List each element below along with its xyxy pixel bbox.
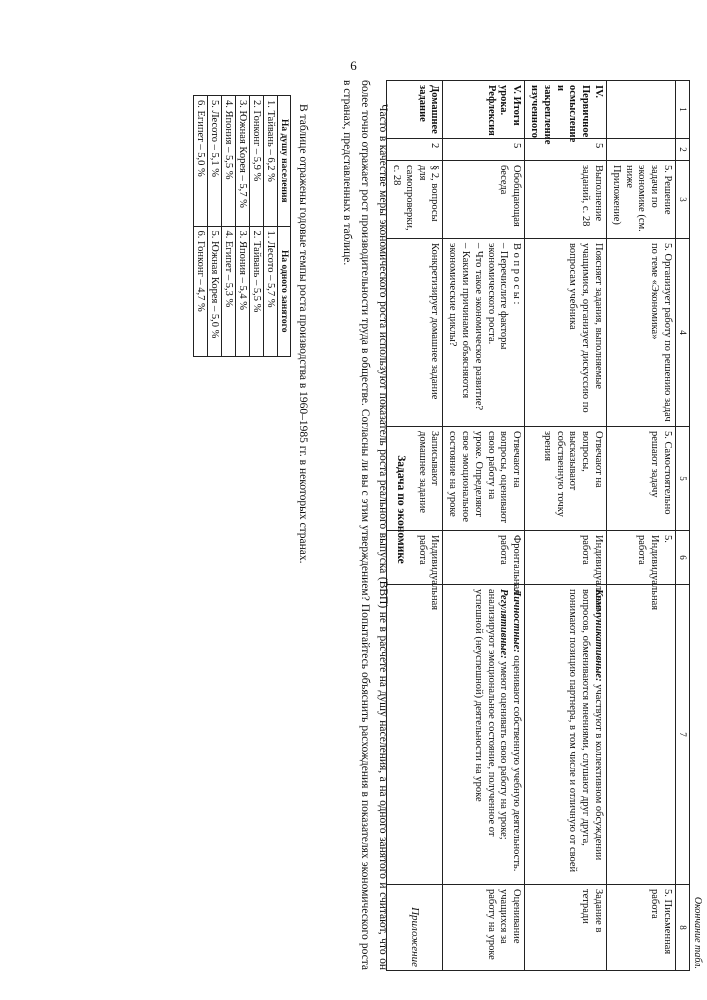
- teacher-activity-cell: 5. Организует работу по решению задач по теме «Экономика»: [607, 239, 676, 427]
- table-row: [525, 81, 607, 971]
- control-cell: Задание в тетради: [525, 885, 607, 971]
- work-form-cell: Фронтальная работа: [443, 531, 525, 585]
- stage-cell: Домашнее задание: [387, 81, 443, 139]
- question: – Перечислите факторы экономического роста.: [485, 243, 510, 350]
- table-row: [250, 96, 264, 357]
- table-cell: 2. Тайвань – 5,5 %: [250, 226, 264, 357]
- content-cell: Выполнение заданий, с. 28: [525, 161, 607, 239]
- question: – Что такое экономическое развитие?: [472, 243, 484, 411]
- skill-label: Коммуникативные:: [593, 589, 605, 682]
- column-number: 1: [676, 81, 690, 139]
- table-cell: 1. Лесото – 5,7 %: [264, 226, 278, 357]
- table-cell: 3. Япония – 5,4 %: [236, 226, 250, 357]
- column-number: 7: [676, 585, 690, 885]
- stage-cell: [607, 81, 676, 139]
- content-cell: 5. Решение задачи по экономике (см. ниже Приложение): [607, 161, 676, 239]
- control-cell: Оценивание учащихся за работу на уроке: [443, 885, 525, 971]
- table-cell: 1. Тайвань – 6,2 %: [264, 96, 278, 227]
- time-cell: 2: [387, 139, 443, 161]
- skill-text: оценивают собственную учебную деятельность.: [511, 652, 523, 872]
- work-form-cell: 5. Индивидуальная работа: [607, 531, 676, 585]
- time-cell: [607, 139, 676, 161]
- table-header-row: [278, 96, 291, 357]
- task-text: [338, 80, 391, 970]
- stage-cell: V. Итоги урока. Рефлексия: [443, 81, 525, 139]
- task-paragraph: Часто в качестве меры экономического роста используют показатель роста реального выпуска (ВВП) не в расчете на душу населения, а на одного занятого и считают, что он более точно отражает рост производительности труда в обществе. Согласны ли вы с этим утверждением? Попытайтесь объяснить расхождения в показателях экономического роста в странах, представленных в таблице.: [341, 80, 389, 970]
- student-activity-cell: Отвечают на вопросы, высказывают собственную точку зрения: [525, 427, 607, 531]
- skills-cell: [607, 585, 676, 885]
- table-cell: 6. Египет – 5,0 %: [194, 96, 208, 227]
- table-continuation-note: Окончание табл.: [692, 896, 703, 969]
- skill-label: Регулятивные:: [498, 589, 510, 659]
- teacher-activity-cell: Конкретизирует домашнее задание: [387, 239, 443, 427]
- column-header: На одного занятого: [278, 226, 291, 357]
- table-cell: 4. Египет – 5,3 %: [222, 226, 236, 357]
- table-row: [443, 81, 525, 971]
- content-cell: Обобщающая беседа: [443, 161, 525, 239]
- column-number: 4: [676, 239, 690, 427]
- growth-rates-table: [193, 95, 291, 357]
- questions-heading: В о п р о с ы :: [511, 243, 523, 305]
- column-number: 6: [676, 531, 690, 585]
- skill-text: участвуют в коллективном обсуждении вопросов, обмениваются мнениями, слушают друг друга, понимают позицию партнера, в том числе и отличную от своей: [567, 589, 605, 873]
- skills-cell: [443, 585, 525, 885]
- column-number: 2: [676, 139, 690, 161]
- teacher-activity-cell: Поясняет задания, выполняемые учащимися, организует дискуссию по вопросам учебника: [525, 239, 607, 427]
- table-row: [236, 96, 250, 357]
- student-activity-cell: Отвечают на вопросы, оценивают свою работу на уроке. Определяют свое эмоциональное состояние на уроке: [443, 427, 525, 531]
- skill-text: умеют оценивать свою работу на уроке; анализируют эмоциональное состояние, полученное от успешной (неуспешной) деятельности на уроке: [472, 589, 510, 840]
- table-row: [194, 96, 208, 357]
- column-number-row: [676, 81, 690, 971]
- control-cell: 5. Письменная работа: [607, 885, 676, 971]
- table-cell: 3. Южная Корея – 5,7 %: [236, 96, 250, 227]
- appendix-label: Приложение: [409, 907, 421, 967]
- table-caption: В таблице отражены годовые темпы роста производства в 1960–1985 гг. в некоторых странах.: [297, 104, 309, 564]
- table-row: [607, 81, 676, 971]
- teacher-activity-cell: [443, 239, 525, 427]
- work-form-cell: Индивидуальная работа: [525, 531, 607, 585]
- table-cell: 5. Южная Корея – 5,0 %: [208, 226, 222, 357]
- time-cell: 5: [443, 139, 525, 161]
- table-cell: 5. Лесото – 5,1 %: [208, 96, 222, 227]
- column-number: 5: [676, 427, 690, 531]
- column-header: На душу населения: [278, 96, 291, 227]
- work-form-cell: Индивидуальная работа: [387, 531, 443, 585]
- column-number: 3: [676, 161, 690, 239]
- skills-cell: [525, 585, 607, 885]
- page-number: 6: [350, 58, 357, 73]
- table-row: [222, 96, 236, 357]
- stage-cell: IV. Первичное осмысление и закрепление изученного: [525, 81, 607, 139]
- table-cell: 2. Гонконг – 5,9 %: [250, 96, 264, 227]
- lesson-plan-table: [386, 80, 690, 971]
- skill-label: Личностные:: [511, 589, 523, 653]
- student-activity-cell: 5. Самостоятельно решают задачу: [607, 427, 676, 531]
- task-title: Задача по экономике: [395, 455, 407, 564]
- rotated-page-content: [3, 42, 703, 977]
- table-row: [208, 96, 222, 357]
- table-cell: 6. Гонконг – 4,7 %: [194, 226, 208, 357]
- table-cell: 4. Япония – 5,5 %: [222, 96, 236, 227]
- time-cell: 5: [525, 139, 607, 161]
- content-cell: § 2, вопросы для самопроверки, с. 28: [387, 161, 443, 239]
- student-activity-cell: Записывают домашнее задание: [387, 427, 443, 531]
- table-row: [264, 96, 278, 357]
- question: – Какими причинами объясняются экономические циклы?: [447, 243, 472, 399]
- column-number: 8: [676, 885, 690, 971]
